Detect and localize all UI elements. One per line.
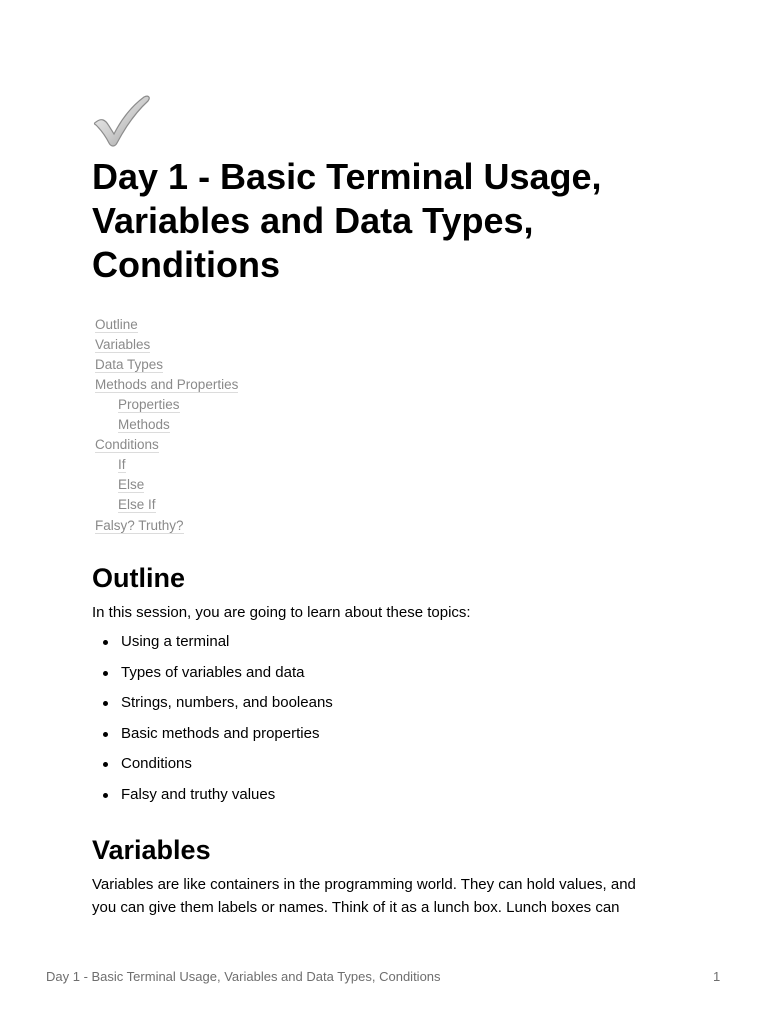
list-item-text: Types of variables and data	[121, 663, 305, 681]
list-item-text: Basic methods and properties	[121, 724, 320, 742]
bullet-icon	[103, 732, 108, 737]
outline-topic-list	[92, 632, 333, 816]
list-item-text: Strings, numbers, and booleans	[121, 694, 333, 712]
check-mark-icon	[92, 94, 152, 148]
toc-link-outline[interactable]: Outline	[95, 317, 138, 332]
page-title: Day 1 - Basic Terminal Usage, Variables and Data Types, Conditions	[92, 156, 602, 285]
list-item	[92, 724, 333, 755]
variables-text-line-2: you can give them labels or names. Think of it as a lunch box. Lunch boxes can	[92, 899, 620, 916]
toc-link-variables[interactable]: Variables	[95, 337, 151, 352]
toc-link-properties[interactable]: Properties	[118, 397, 180, 412]
list-item	[92, 785, 333, 816]
list-item-text: Using a terminal	[121, 633, 230, 650]
list-item	[92, 754, 333, 785]
toc-link-else-if[interactable]: Else If	[118, 497, 156, 512]
toc-link-else[interactable]: Else	[118, 477, 145, 492]
bullet-icon	[103, 671, 108, 676]
variables-heading: Variables	[92, 835, 211, 865]
table-of-contents	[95, 315, 238, 536]
list-item	[92, 693, 333, 724]
list-item-text: Conditions	[121, 755, 192, 773]
toc-link-methods-and-properties[interactable]: Methods and Properties	[95, 377, 239, 392]
variables-text-line-1: Variables are like containers in the programming world. They can hold values, and	[92, 876, 636, 893]
bullet-icon	[103, 793, 108, 798]
footer-document-title: Day 1 - Basic Terminal Usage, Variables and Data Types, Conditions	[46, 969, 441, 984]
bullet-icon	[103, 640, 108, 645]
bullet-icon	[103, 762, 108, 767]
list-item	[92, 632, 333, 663]
toc-link-if[interactable]: If	[118, 457, 126, 472]
bullet-icon	[103, 701, 108, 706]
toc-link-methods[interactable]: Methods	[118, 417, 170, 432]
toc-link-falsy-truthy[interactable]: Falsy? Truthy?	[95, 518, 184, 533]
list-item	[92, 663, 333, 694]
list-item-text: Falsy and truthy values	[121, 785, 276, 803]
outline-heading: Outline	[92, 563, 185, 593]
outline-intro: In this session, you are going to learn about these topics:	[92, 604, 471, 621]
variables-paragraph	[92, 873, 672, 919]
footer-page-number: 1	[713, 969, 721, 984]
toc-link-conditions[interactable]: Conditions	[95, 437, 159, 452]
toc-link-data-types[interactable]: Data Types	[95, 357, 164, 372]
